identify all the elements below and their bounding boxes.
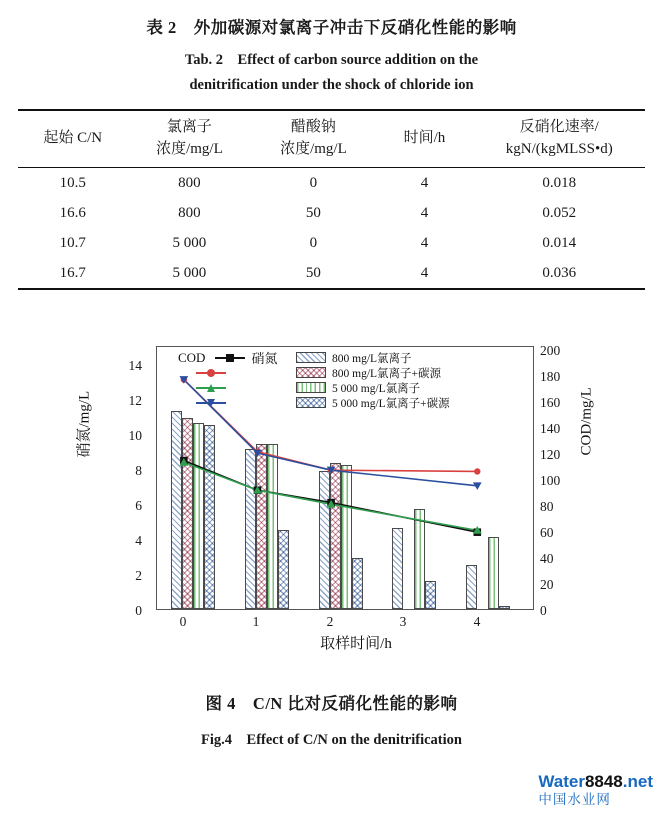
header-line2: kgN/(kgMLSS•d) — [505, 140, 613, 157]
header-line1: 时间/h — [403, 129, 446, 146]
y-tick-right: 140 — [540, 421, 561, 437]
y-tick-right: 60 — [540, 525, 554, 541]
legend-row — [178, 350, 528, 365]
legend-label-nitrate: 硝氮 — [251, 351, 278, 367]
table-cell: 0.036 — [474, 258, 646, 289]
table-row — [18, 228, 645, 258]
table-caption-english — [0, 38, 663, 99]
table-header-cell — [18, 110, 127, 168]
figure-caption-english: Fig.4 Effect of C/N on the denitrification — [201, 732, 462, 749]
table-container — [18, 109, 645, 291]
x-tick: 0 — [179, 614, 187, 630]
figure-container — [0, 324, 663, 684]
table-row — [18, 258, 645, 289]
table-cell: 50 — [305, 204, 321, 221]
table-header-cell — [474, 110, 646, 168]
legend-line-group — [178, 383, 296, 393]
legend-line-group — [178, 398, 296, 408]
header-line2: 浓度/mg/L — [280, 140, 347, 157]
header-line1: 反硝化速率/ — [519, 118, 599, 135]
chart-area — [28, 324, 635, 654]
table-caption-english-line1: Tab. 2 Effect of carbon source addition on the — [184, 52, 479, 68]
denitrification-table — [18, 109, 645, 291]
table-head — [18, 110, 645, 168]
chart-legend — [178, 350, 528, 410]
y-tick-right: 120 — [540, 447, 561, 463]
legend-label-cod: COD — [178, 349, 206, 365]
table-caption-chinese: 表 2 外加碳源对氯离子冲击下反硝化性能的影响 — [146, 18, 517, 37]
table-cell: 4 — [420, 234, 429, 251]
legend-text: 5 000 mg/L氯离子+碳源 — [332, 397, 450, 410]
y-tick-left: 0 — [135, 603, 142, 619]
table-cell: 10.7 — [59, 234, 86, 251]
table-body — [18, 168, 645, 290]
y-tick-left: 2 — [135, 568, 142, 584]
header-line2: 浓度/mg/L — [156, 140, 223, 157]
legend-row — [178, 365, 528, 380]
legend-text: 800 mg/L氯离子 — [332, 352, 412, 365]
y-tick-left: 10 — [128, 428, 142, 444]
table-header-row — [18, 110, 645, 168]
legend-text: 800 mg/L氯离子+碳源 — [332, 367, 442, 380]
y-axis-label-left: 硝氮/mg/L — [76, 391, 93, 458]
watermark-brand-water: Water — [538, 771, 585, 791]
table-cell: 5 000 — [172, 234, 207, 251]
legend-line-group — [178, 348, 296, 367]
x-axis-label: 取样时间/h — [320, 636, 392, 653]
table-cell: 4 — [420, 174, 429, 191]
y-tick-left: 4 — [135, 533, 142, 549]
y-tick-right: 200 — [540, 343, 561, 359]
legend-swatch-5000-chloride-carbon — [296, 397, 326, 408]
y-tick-right: 180 — [540, 369, 561, 385]
legend-swatch-800-chloride-carbon — [296, 367, 326, 378]
y-tick-left: 8 — [135, 463, 142, 479]
y-axis-label-right: COD/mg/L — [578, 387, 595, 456]
x-tick: 3 — [399, 614, 407, 630]
table-header-cell — [251, 110, 375, 168]
figure-caption-chinese: 图 4 C/N 比对反硝化性能的影响 — [205, 694, 458, 714]
legend-line-group — [178, 368, 296, 378]
legend-swatch-5000-chloride — [296, 382, 326, 393]
y-tick-right: 0 — [540, 603, 547, 619]
y-tick-right: 100 — [540, 473, 561, 489]
y-tick-left: 14 — [128, 358, 142, 374]
header-line1: 醋酸钠 — [290, 118, 336, 135]
legend-row — [178, 380, 528, 395]
legend-swatch-800-chloride — [296, 352, 326, 363]
watermark-brand-suffix: .net — [622, 771, 653, 791]
y-tick-right: 40 — [540, 551, 554, 567]
table-cell: 0 — [309, 234, 318, 251]
header-line1: 氯离子 — [166, 118, 212, 135]
header-line1: 起始 C/N — [43, 129, 103, 146]
y-tick-right: 160 — [540, 395, 561, 411]
y-tick-right: 20 — [540, 577, 554, 593]
table-cell: 5 000 — [127, 258, 251, 289]
table-cell: 0.052 — [542, 204, 577, 221]
y-tick-left: 12 — [128, 393, 142, 409]
legend-marker-square — [215, 353, 245, 363]
table-cell: 50 — [251, 258, 375, 289]
table-header-cell — [127, 110, 251, 168]
legend-row — [178, 395, 528, 410]
legend-text: 5 000 mg/L氯离子 — [332, 382, 421, 395]
table-cell: 0.014 — [542, 234, 577, 251]
table-cell: 800 — [178, 174, 201, 191]
x-tick: 4 — [473, 614, 481, 630]
x-tick: 2 — [326, 614, 334, 630]
table-cell: 800 — [178, 204, 201, 221]
legend-marker-triangle-down — [196, 398, 226, 408]
table-caption-english-line2: denitrification under the shock of chloride ion — [189, 77, 474, 94]
table-cell: 16.7 — [18, 258, 127, 289]
watermark-brand-number: 8848 — [584, 771, 623, 791]
y-tick-right: 80 — [540, 499, 554, 515]
table-row — [18, 168, 645, 199]
table-cell: 0.018 — [542, 174, 577, 191]
table-header-cell — [375, 110, 473, 168]
table-cell: 16.6 — [59, 204, 86, 221]
table-cell: 4 — [375, 258, 473, 289]
table-cell: 0 — [309, 174, 318, 191]
x-tick: 1 — [252, 614, 260, 630]
table-row — [18, 198, 645, 228]
legend-marker-circle — [196, 368, 226, 378]
table-cell: 10.5 — [59, 174, 86, 191]
marker-circle — [474, 469, 480, 475]
y-tick-left: 6 — [135, 498, 142, 514]
watermark — [538, 772, 653, 808]
watermark-brand — [538, 772, 653, 792]
legend-marker-triangle-up — [196, 383, 226, 393]
table-cell: 4 — [420, 204, 429, 221]
watermark-subtitle: 中国水业网 — [538, 792, 611, 808]
